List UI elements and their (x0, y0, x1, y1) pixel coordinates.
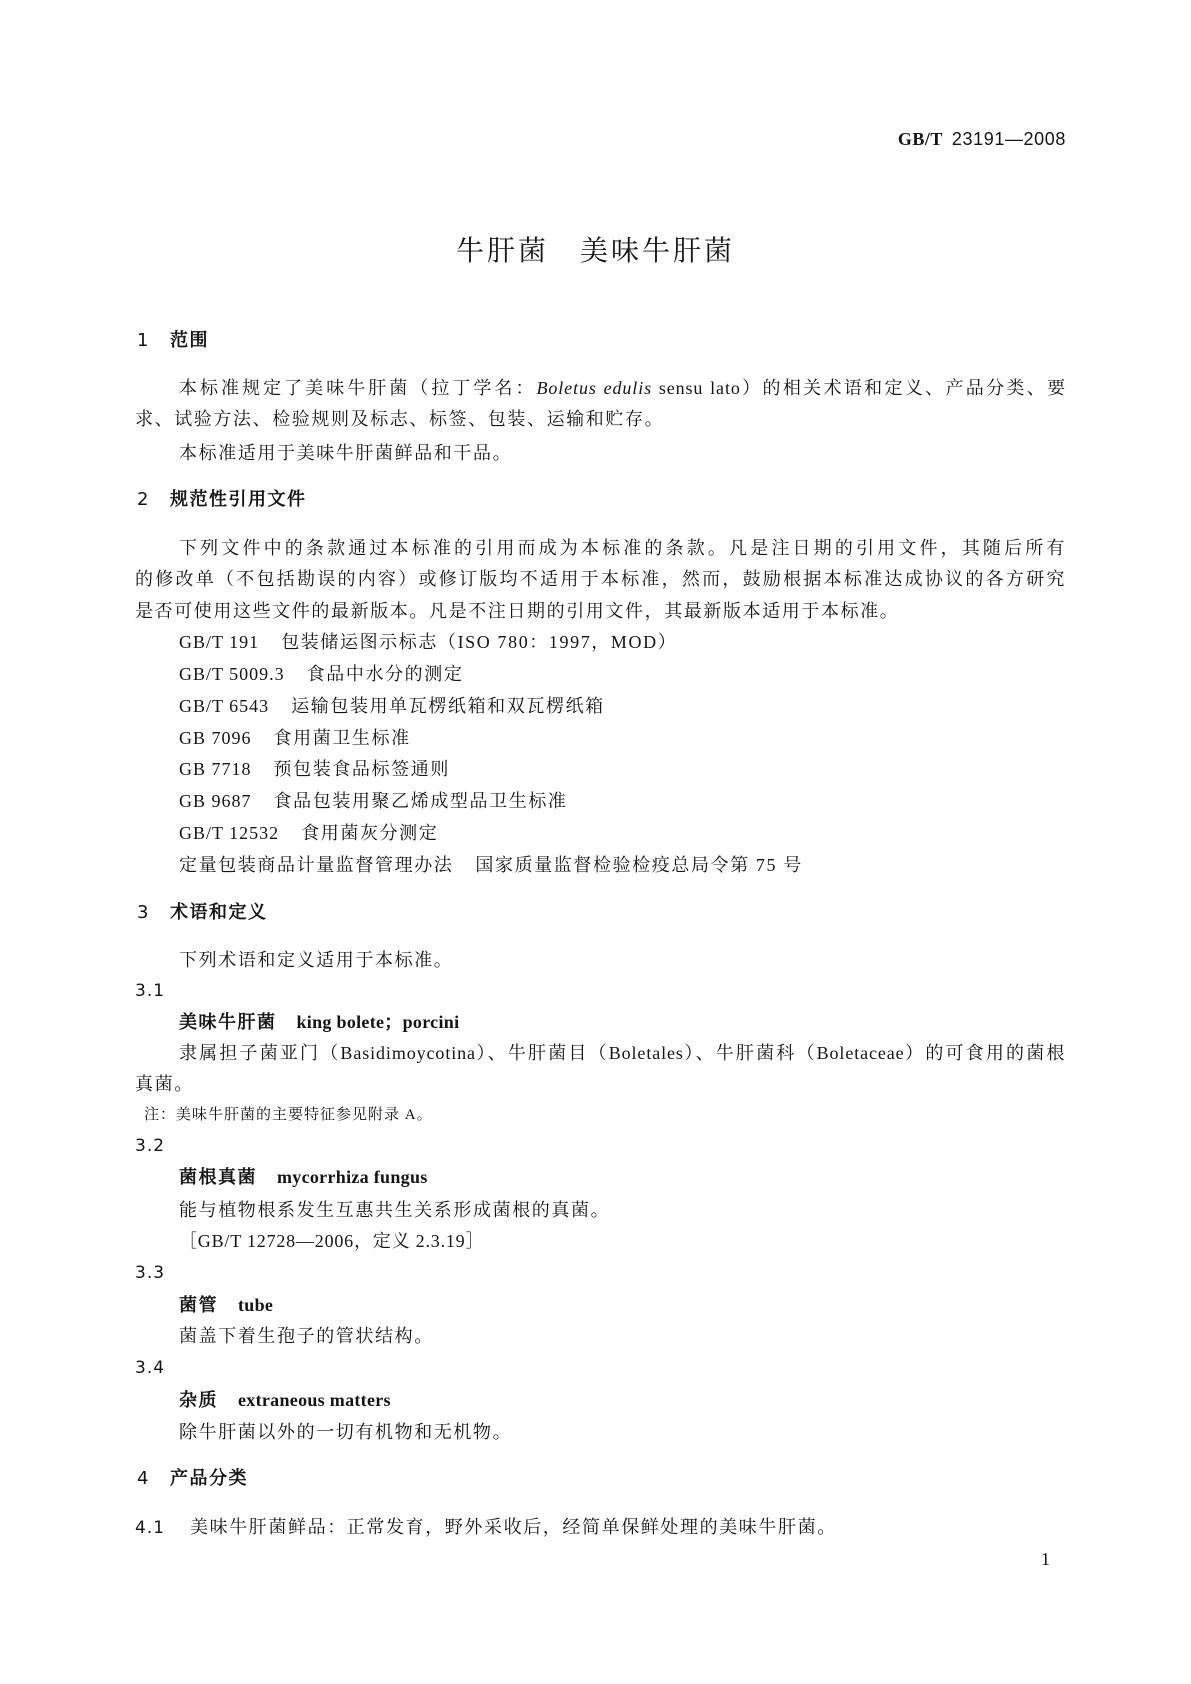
section-number: 3 (137, 902, 150, 923)
term-english: king bolete；porcini (296, 1012, 460, 1032)
section-number: 1 (137, 330, 150, 351)
term-chinese: 菌管 (179, 1295, 218, 1316)
page-number: 1 (1041, 1549, 1050, 1569)
reference-code: 定量包装商品计量监督管理办法 (179, 855, 454, 875)
definition-line: 能与植物根系发生互惠共生关系形成菌根的真菌。 (179, 1200, 611, 1220)
paragraph-line: 下列术语和定义适用于本标准。 (179, 950, 454, 970)
term-chinese: 菌根真菌 (179, 1167, 257, 1188)
term-number: 3.3 (135, 1263, 166, 1283)
standard-code-header (898, 123, 1066, 155)
reference-item (179, 722, 411, 754)
reference-item (179, 785, 568, 817)
paragraph-line: 本标准适用于美味牛肝菌鲜品和干品。 (179, 443, 513, 463)
reference-title: 预包装食品标签通则 (273, 759, 450, 779)
paragraph-line: 求、试验方法、检验规则及标志、标签、包装、运输和贮存。 (135, 409, 665, 429)
section-title: 产品分类 (170, 1468, 248, 1489)
clause-text: 美味牛肝菌鲜品：正常发育，野外采收后，经简单保鲜处理的美味牛肝菌。 (190, 1517, 837, 1537)
reference-item (179, 690, 605, 722)
reference-code: GB/T 12532 (179, 823, 280, 843)
standard-code-number: 23191—2008 (951, 129, 1066, 149)
section-2-heading (137, 484, 307, 516)
term-number: 3.1 (135, 981, 166, 1001)
term-english: tube (238, 1295, 274, 1315)
document-title: 牛肝菌 美味牛肝菌 (455, 234, 735, 267)
reference-code: GB/T 5009.3 (179, 664, 285, 684)
reference-item (179, 626, 677, 658)
latin-segment: Basidimoycotina (340, 1043, 476, 1063)
reference-code: GB/T 191 (179, 632, 260, 652)
reference-item (179, 849, 803, 881)
term-chinese: 美味牛肝菌 (179, 1012, 277, 1033)
section-title: 规范性引用文件 (170, 489, 307, 510)
clause-line (135, 1511, 837, 1543)
paragraph-line (179, 372, 1066, 404)
term-heading (179, 1006, 459, 1038)
paragraph-line: 的修改单（不包括勘误的内容）或修订版均不适用于本标准，然而，鼓励根据本标准达成协议的各方研究 (135, 569, 1066, 589)
term-heading (179, 1161, 428, 1193)
section-title: 术语和定义 (170, 902, 268, 923)
section-number: 2 (137, 489, 150, 510)
section-title: 范围 (170, 330, 209, 351)
reference-title: 食品中水分的测定 (306, 664, 464, 684)
reference-title: 食品包装用聚乙烯成型品卫生标准 (273, 791, 568, 811)
definition-line: 真菌。 (135, 1074, 194, 1094)
text-segment: 本标准规定了美味牛肝菌（拉丁学名： (179, 378, 537, 398)
section-3-heading (137, 897, 268, 929)
reference-item (179, 753, 450, 785)
text-segment: 隶属担子菌亚门（ (179, 1043, 341, 1063)
definition-line (179, 1037, 1066, 1069)
reference-title: 国家质量监督检验检疫总局令第 75 号 (475, 855, 803, 875)
text-segment: ）的可食用的菌根 (904, 1043, 1066, 1063)
reference-title-a: 包装储运图示标志（ISO 780：1997，MOD） (281, 632, 678, 652)
text-segment: sensu lato）的相关术语和定义、产品分类、要 (652, 378, 1066, 398)
reference-title: 食用菌灰分测定 (301, 823, 439, 843)
latin-segment: Boletales (608, 1043, 684, 1063)
reference-code: GB 7718 (179, 759, 252, 779)
text-segment: ）、牛肝菌目（ (475, 1043, 609, 1063)
term-english: mycorrhiza fungus (277, 1167, 428, 1187)
reference-item (179, 817, 438, 849)
term-heading (179, 1289, 273, 1321)
reference-item (179, 658, 464, 690)
text-segment: ）、牛肝菌科（ (683, 1043, 817, 1063)
section-1-heading (137, 325, 209, 357)
definition-line: 除牛肝菌以外的一切有机物和无机物。 (179, 1422, 513, 1442)
reference-title: 食用菌卫生标准 (273, 728, 411, 748)
latin-name-italic: Boletus edulis (536, 378, 652, 398)
term-heading (179, 1384, 391, 1416)
definition-line: 菌盖下着生孢子的管状结构。 (179, 1326, 434, 1346)
section-4-heading (137, 1463, 248, 1495)
latin-segment: Boletaceae (816, 1043, 905, 1063)
reference-code: GB/T 6543 (179, 696, 270, 716)
reference-code: GB 7096 (179, 728, 252, 748)
reference-code: GB 9687 (179, 791, 252, 811)
term-chinese: 杂质 (179, 1390, 218, 1411)
reference-title (281, 632, 677, 652)
clause-number: 4.1 (135, 1518, 166, 1538)
standard-code-prefix: GB/T (897, 129, 943, 149)
paragraph-line: 是否可使用这些文件的最新版本。凡是不注日期的引用文件，其最新版本适用于本标准。 (135, 601, 900, 621)
term-number: 3.2 (135, 1136, 166, 1156)
source-citation: ［GB/T 12728—2006，定义 2.3.19］ (179, 1231, 485, 1251)
term-english: extraneous matters (238, 1390, 391, 1410)
note-line: 注：美味牛肝菌的主要特征参见附录 A。 (144, 1107, 433, 1123)
reference-title: 运输包装用单瓦楞纸箱和双瓦楞纸箱 (291, 696, 605, 716)
term-number: 3.4 (135, 1358, 166, 1378)
section-number: 4 (137, 1468, 150, 1489)
paragraph-line: 下列文件中的条款通过本标准的引用而成为本标准的条款。凡是注日期的引用文件，其随后所有 (179, 538, 1066, 558)
